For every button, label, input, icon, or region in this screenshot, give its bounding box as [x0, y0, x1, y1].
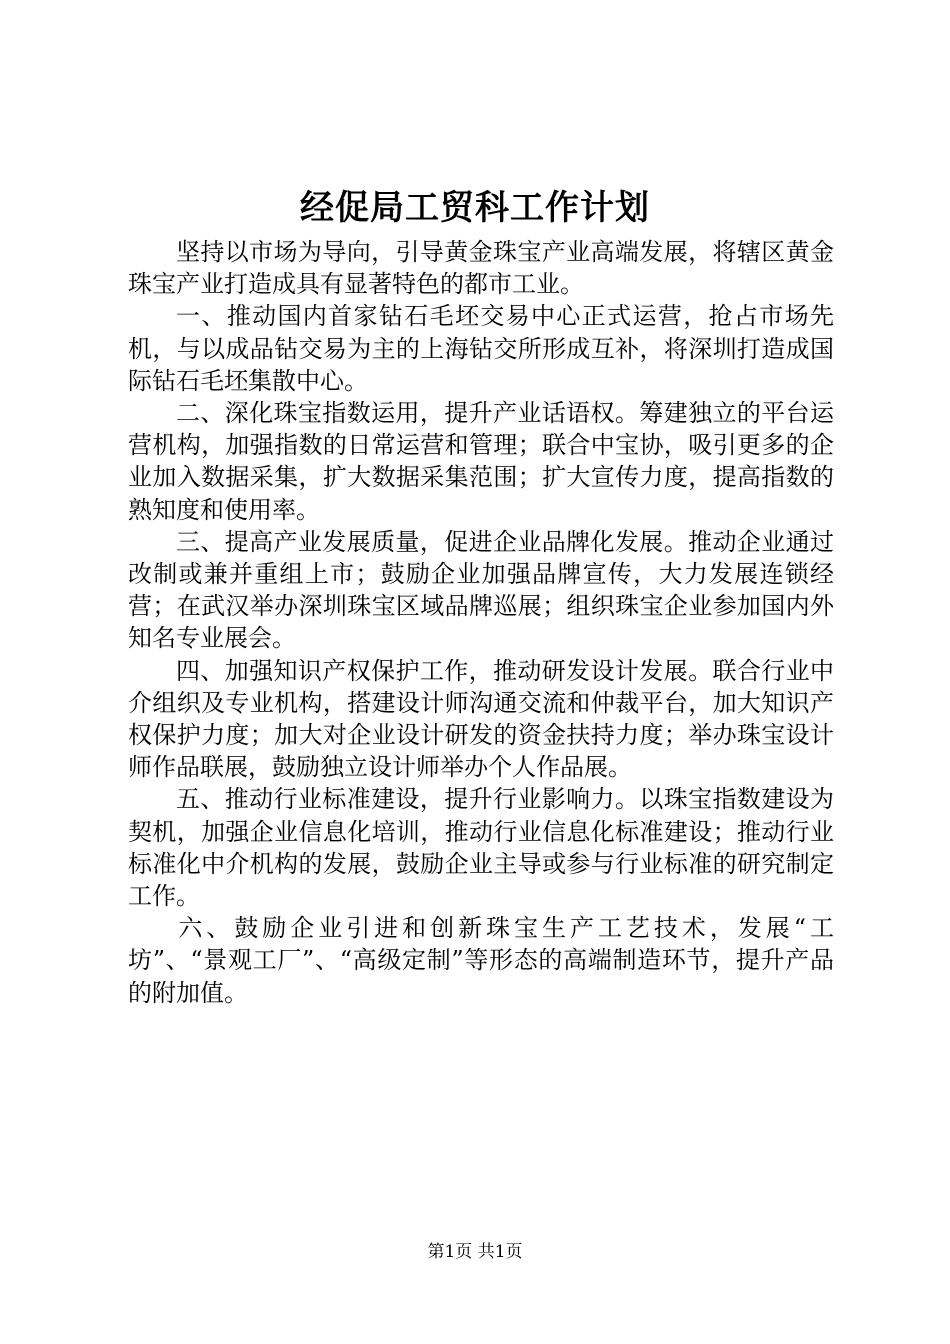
paragraph-intro: 坚持以市场为导向，引导黄金珠宝产业高端发展，将辖区黄金珠宝产业打造成具有显著特色的都市工业。	[128, 238, 834, 299]
paragraph-3: 三、提高产业发展质量，促进企业品牌化发展。推动企业通过改制或兼并重组上市；鼓励企业加强品牌宣传，大力发展连锁经营；在武汉举办深圳珠宝区域品牌巡展；组织珠宝企业参加国内外知名专业展会。	[128, 527, 834, 653]
paragraph-4: 四、加强知识产权保护工作，推动研发设计发展。联合行业中介组织及专业机构，搭建设计师沟通交流和仲裁平台，加大知识产权保护力度；加大对企业设计研发的资金扶持力度；举办珠宝设计师作品联展，鼓励独立设计师举办个人作品展。	[128, 656, 834, 782]
paragraph-5: 五、推动行业标准建设，提升行业影响力。以珠宝指数建设为契机，加强企业信息化培训，推动行业信息化标准建设；推动行业标准化中介机构的发展，鼓励企业主导或参与行业标准的研究制定工作。	[128, 785, 834, 911]
page-number-footer: 第1页 共1页	[427, 1242, 523, 1262]
document-body	[128, 236, 834, 1009]
document-title: 经促局工贸科工作计划	[300, 188, 650, 228]
paragraph-1: 一、推动国内首家钻石毛坯交易中心正式运营，抢占市场先机，与以成品钻交易为主的上海钻交所形成互补，将深圳打造成国际钻石毛坯集散中心。	[128, 302, 834, 395]
paragraph-2: 二、深化珠宝指数运用，提升产业话语权。筹建独立的平台运营机构，加强指数的日常运营和管理；联合中宝协，吸引更多的企业加入数据采集，扩大数据采集范围；扩大宣传力度，提高指数的熟知度和使用率。	[128, 399, 834, 524]
paragraph-6: 六、鼓励企业引进和创新珠宝生产工艺技术，发展“工坊”、“景观工厂”、“高级定制”等形态的高端制造环节，提升产品的附加值。	[128, 914, 834, 1007]
